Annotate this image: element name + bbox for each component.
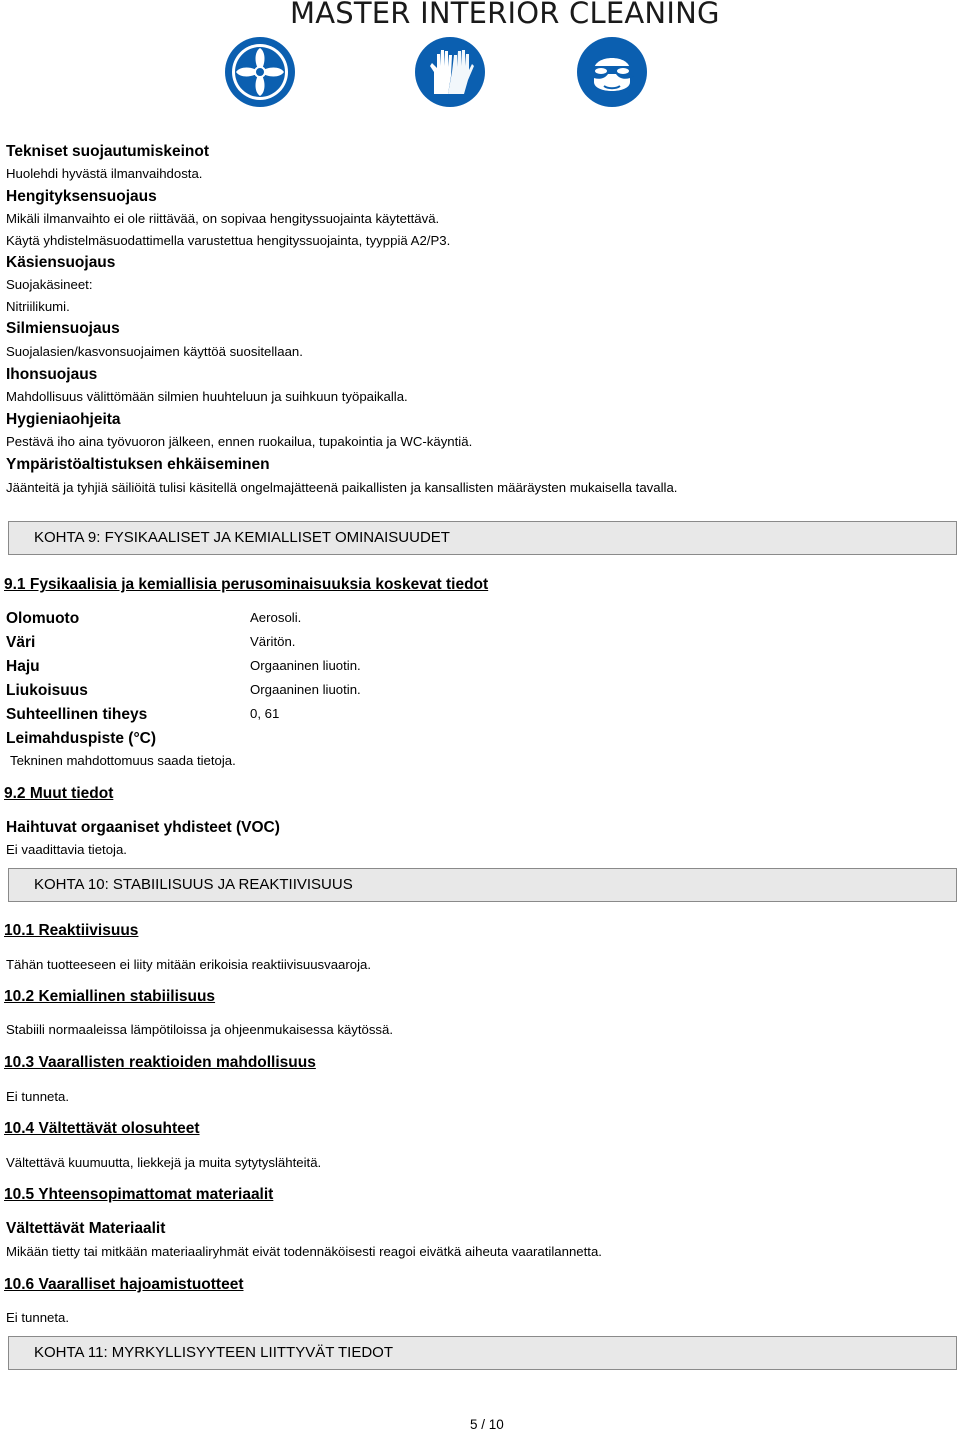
heading-technical-measures: Tekniset suojautumiskeinot: [6, 143, 209, 160]
subsection-10-4-text: Vältettävä kuumuutta, liekkejä ja muita sytytyslähteitä.: [6, 1155, 322, 1170]
subsection-10-2-heading: 10.2 Kemiallinen stabiilisuus: [4, 988, 216, 1005]
protective-gloves-pictogram-icon: [414, 36, 486, 108]
heading-environmental-exposure: Ympäristöaltistuksen ehkäiseminen: [6, 456, 270, 473]
section-11-bar: [8, 1336, 957, 1370]
heading-skin-protection: Ihonsuojaus: [6, 366, 98, 383]
subsection-10-5-subheading: Vältettävät Materiaalit: [6, 1220, 166, 1237]
property-value-vari: Väritön.: [250, 634, 296, 649]
section-9-bar: [8, 521, 957, 555]
document-title: MASTER INTERIOR CLEANING: [290, 0, 720, 30]
section-9-title: KOHTA 9: FYSIKAALISET JA KEMIALLISET OMINAISUUDET: [34, 529, 450, 546]
hand-protection-text-1: Suojakäsineet:: [6, 277, 93, 292]
subsection-10-1-text: Tähän tuotteeseen ei liity mitään erikoisia reaktiivisuusvaaroja.: [6, 957, 372, 972]
subsection-10-2-text: Stabiili normaaleissa lämpötiloissa ja ohjeenmukaisessa käytössä.: [6, 1022, 394, 1037]
voc-text: Ei vaadittavia tietoja.: [6, 842, 127, 857]
property-label-vari: Väri: [6, 634, 36, 651]
subsection-10-6-heading: 10.6 Vaaralliset hajoamistuotteet: [4, 1276, 244, 1293]
subsection-9-2-heading: 9.2 Muut tiedot: [4, 785, 114, 802]
respirator-pictogram-icon: [224, 36, 296, 108]
property-label-liukoisuus: Liukoisuus: [6, 682, 88, 699]
respiratory-protection-text-1: Mikäli ilmanvaihto ei ole riittävää, on sopivaa hengityssuojainta käytettävä.: [6, 211, 440, 226]
heading-hygiene: Hygieniaohjeita: [6, 411, 121, 428]
subsection-10-5-heading: 10.5 Yhteensopimattomat materiaalit: [4, 1186, 274, 1203]
subsection-9-1-heading: 9.1 Fysikaalisia ja kemiallisia perusominaisuuksia koskevat tiedot: [4, 576, 489, 593]
heading-respiratory-protection: Hengityksensuojaus: [6, 188, 157, 205]
eye-protection-pictogram-icon: [576, 36, 648, 108]
flash-point-note: Tekninen mahdottomuus saada tietoja.: [10, 753, 236, 768]
section-11-title: KOHTA 11: MYRKYLLISYYTEEN LIITTYVÄT TIEDOT: [34, 1344, 393, 1361]
property-label-haju: Haju: [6, 658, 40, 675]
subsection-10-3-text: Ei tunneta.: [6, 1089, 70, 1104]
property-value-haju: Orgaaninen liuotin.: [250, 658, 361, 673]
heading-hand-protection: Käsiensuojaus: [6, 254, 116, 271]
section-10-title: KOHTA 10: STABIILISUUS JA REAKTIIVISUUS: [34, 876, 353, 893]
property-label-relative-density: Suhteellinen tiheys: [6, 706, 148, 723]
subsection-10-4-heading: 10.4 Vältettävät olosuhteet: [4, 1120, 200, 1137]
property-label-olomuoto: Olomuoto: [6, 610, 80, 627]
property-value-liukoisuus: Orgaaninen liuotin.: [250, 682, 361, 697]
voc-heading: Haihtuvat orgaaniset yhdisteet (VOC): [6, 819, 280, 836]
subsection-10-3-heading: 10.3 Vaarallisten reaktioiden mahdollisuus: [4, 1054, 316, 1071]
section-10-bar: [8, 868, 957, 902]
property-label-flash-point: Leimahduspiste (°C): [6, 730, 157, 747]
property-value-relative-density: 0, 61: [250, 706, 280, 721]
page-number: 5 / 10: [470, 1417, 504, 1432]
hand-protection-text-2: Nitriilikumi.: [6, 299, 70, 314]
subsection-10-1-heading: 10.1 Reaktiivisuus: [4, 922, 139, 939]
eye-protection-text: Suojalasien/kasvonsuojaimen käyttöä suositellaan.: [6, 344, 303, 359]
heading-eye-protection: Silmiensuojaus: [6, 320, 120, 337]
environmental-exposure-text: Jäänteitä ja tyhjiä säiliöitä tulisi käsitellä ongelmajätteenä paikallisten ja kansallisten määräysten mukaisella tavalla.: [6, 480, 678, 495]
respiratory-protection-text-2: Käytä yhdistelmäsuodattimella varustettua hengityssuojainta, tyyppiä A2/P3.: [6, 233, 451, 248]
subsection-10-6-text: Ei tunneta.: [6, 1310, 70, 1325]
hygiene-text: Pestävä iho aina työvuoron jälkeen, ennen ruokailua, tupakointia ja WC-käyntiä.: [6, 434, 473, 449]
subsection-10-5-text: Mikään tietty tai mitkään materiaaliryhmät eivät todennäköisesti reagoi eivätkä aiheuta vaaratilannetta.: [6, 1244, 602, 1259]
skin-protection-text: Mahdollisuus välittömään silmien huuhteluun ja suihkuun työpaikalla.: [6, 389, 408, 404]
property-value-olomuoto: Aerosoli.: [250, 610, 302, 625]
technical-measures-text: Huolehdi hyvästä ilmanvaihdosta.: [6, 166, 203, 181]
